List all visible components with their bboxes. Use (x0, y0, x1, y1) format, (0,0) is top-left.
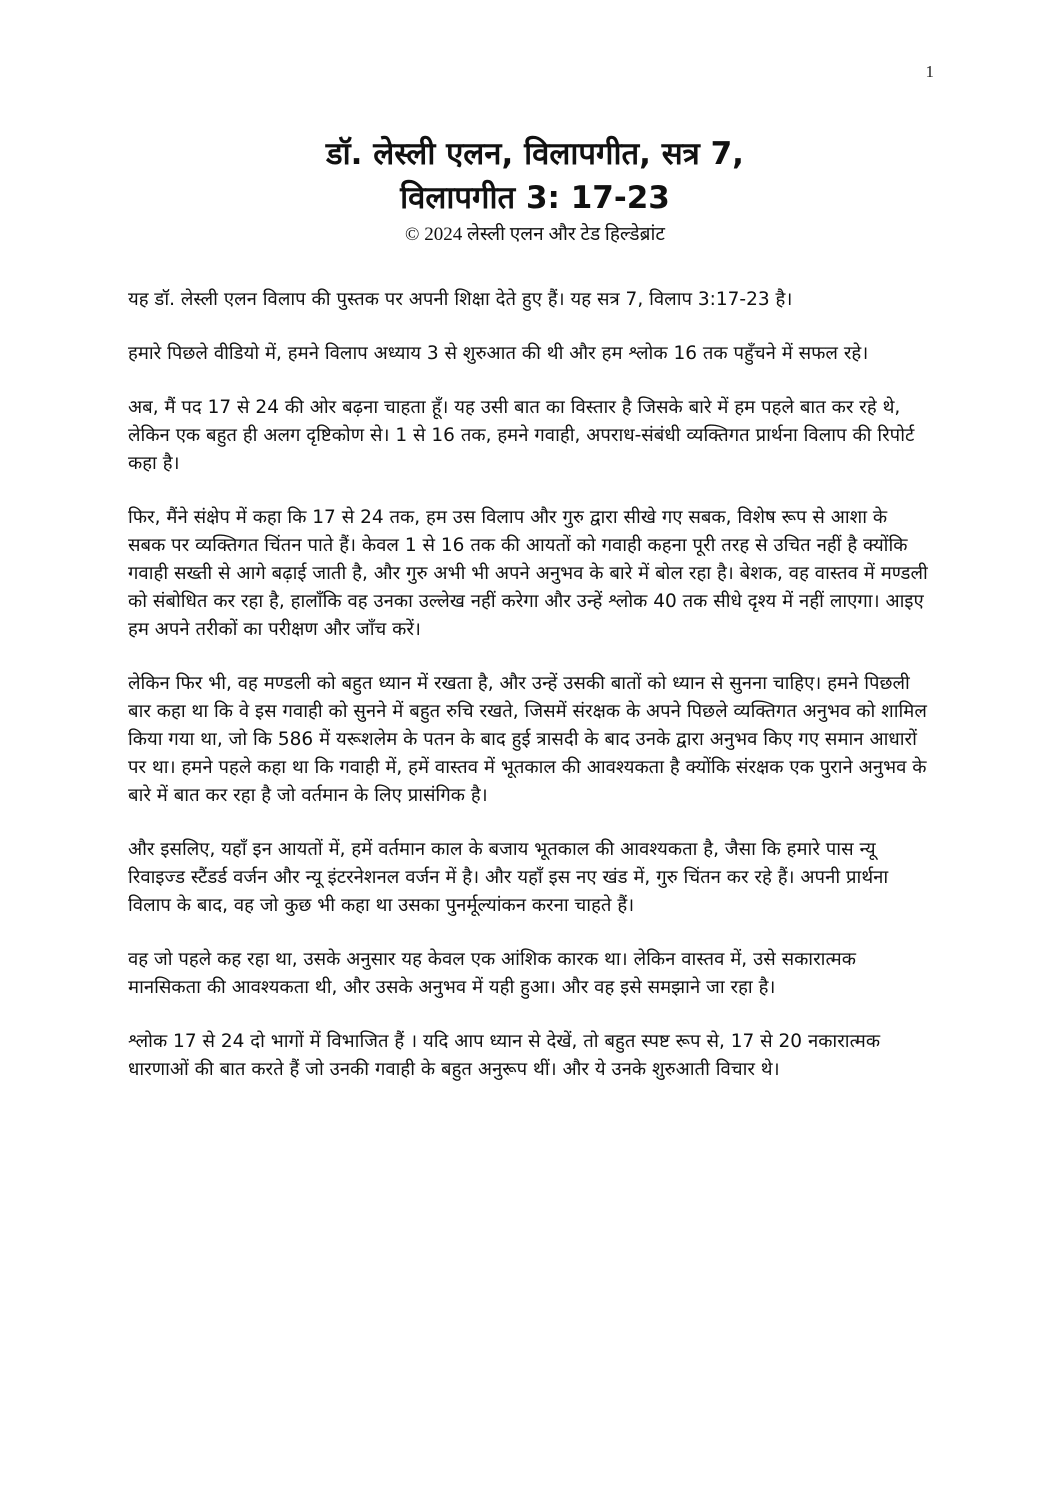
paragraph: अब, मैं पद 17 से 24 की ओर बढ़ना चाहता हूँ। यह उसी बात का विस्तार है जिसके बारे में हम पहले बात कर रहे थे, लेकिन एक बहुत ही अलग दृष्टिकोण से। 1 से 16 तक, हमने गवाही, अपराध-संबंधी व्यक्तिगत प्रार्थना विलाप की रिपोर्ट कहा है। (128, 397, 915, 474)
page-number: 1 (925, 62, 934, 81)
paragraph: श्लोक 17 से 24 दो भागों में विभाजित हैं । यदि आप ध्यान से देखें, तो बहुत स्पष्ट रूप से, 17 से 20 नकारात्मक धारणाओं की बात करते हैं जो उनकी गवाही के बहुत अनुरूप थीं। और ये उनके शुरुआती विचार थे। (128, 1031, 881, 1080)
body-text (128, 286, 928, 1110)
paragraph: यह डॉ. लेस्ली एलन विलाप की पुस्तक पर अपनी शिक्षा देते हुए हैं। यह सत्र 7, विलाप 3:17-23 है। (128, 289, 793, 310)
copyright-line: © 2024 लेस्ली एलन और टेड हिल्डेब्रांट (405, 224, 665, 245)
paragraph: वह जो पहले कह रहा था, उसके अनुसार यह केवल एक आंशिक कारक था। लेकिन वास्तव में, उसे सकारात्मक मानसिकता की आवश्यकता थी, और उसके अनुभव में यही हुआ। और वह इसे समझाने जा रहा है। (128, 949, 856, 998)
title-line-2: विलापगीत 3: 17-23 (400, 180, 670, 216)
paragraph: लेकिन फिर भी, वह मण्डली को बहुत ध्यान में रखता है, और उन्हें उसकी बातों को ध्यान से सुनना चाहिए। हमने पिछली बार कहा था कि वे इस गवाही को सुनने में बहुत रुचि रखते, जिसमें संरक्षक के अपने पिछले व्यक्तिगत अनुभव को शामिल किया गया था, जो कि 586 में यरूशलेम के पतन के बाद हुई त्रासदी के बाद उनके द्वारा अनुभव किए गए समान आधारों पर था। हमने पहले कहा था कि गवाही में, हमें वास्तव में भूतकाल की आवश्यकता है क्योंकि संरक्षक एक पुराने अनुभव के बारे में बात कर रहा है जो वर्तमान के लिए प्रासंगिक है। (128, 673, 927, 806)
title-block (110, 132, 960, 248)
paragraph: फिर, मैंने संक्षेप में कहा कि 17 से 24 तक, हम उस विलाप और गुरु द्वारा सीखे गए सबक, विशेष रूप से आशा के सबक पर व्यक्तिगत चिंतन पाते हैं। केवल 1 से 16 तक की आयतों को गवाही कहना पूरी तरह से उचित नहीं है क्योंकि गवाही सख्ती से आगे बढ़ाई जाती है, और गुरु अभी भी अपने अनुभव के बारे में बोल रहा है। बेशक, वह वास्तव में मण्डली को संबोधित कर रहा है, हालाँकि वह उनका उल्लेख नहीं करेगा और उन्हें श्लोक 40 तक सीधे दृश्य में नहीं लाएगा। आइए हम अपने तरीकों का परीक्षण और जाँच करें। (128, 507, 928, 640)
paragraph: और इसलिए, यहाँ इन आयतों में, हमें वर्तमान काल के बजाय भूतकाल की आवश्यकता है, जैसा कि हमारे पास न्यू रिवाइज्ड स्टैंडर्ड वर्जन और न्यू इंटरनेशनल वर्जन में है। और यहाँ इस नए खंड में, गुरु चिंतन कर रहे हैं। अपनी प्रार्थना विलाप के बाद, वह जो कुछ भी कहा था उसका पुनर्मूल्यांकन करना चाहते हैं। (128, 839, 889, 916)
title-line-1: डॉ. लेस्ली एलन, विलापगीत, सत्र 7, (326, 136, 744, 172)
paragraph: हमारे पिछले वीडियो में, हमने विलाप अध्याय 3 से शुरुआत की थी और हम श्लोक 16 तक पहुँचने में सफल रहे। (128, 343, 869, 364)
